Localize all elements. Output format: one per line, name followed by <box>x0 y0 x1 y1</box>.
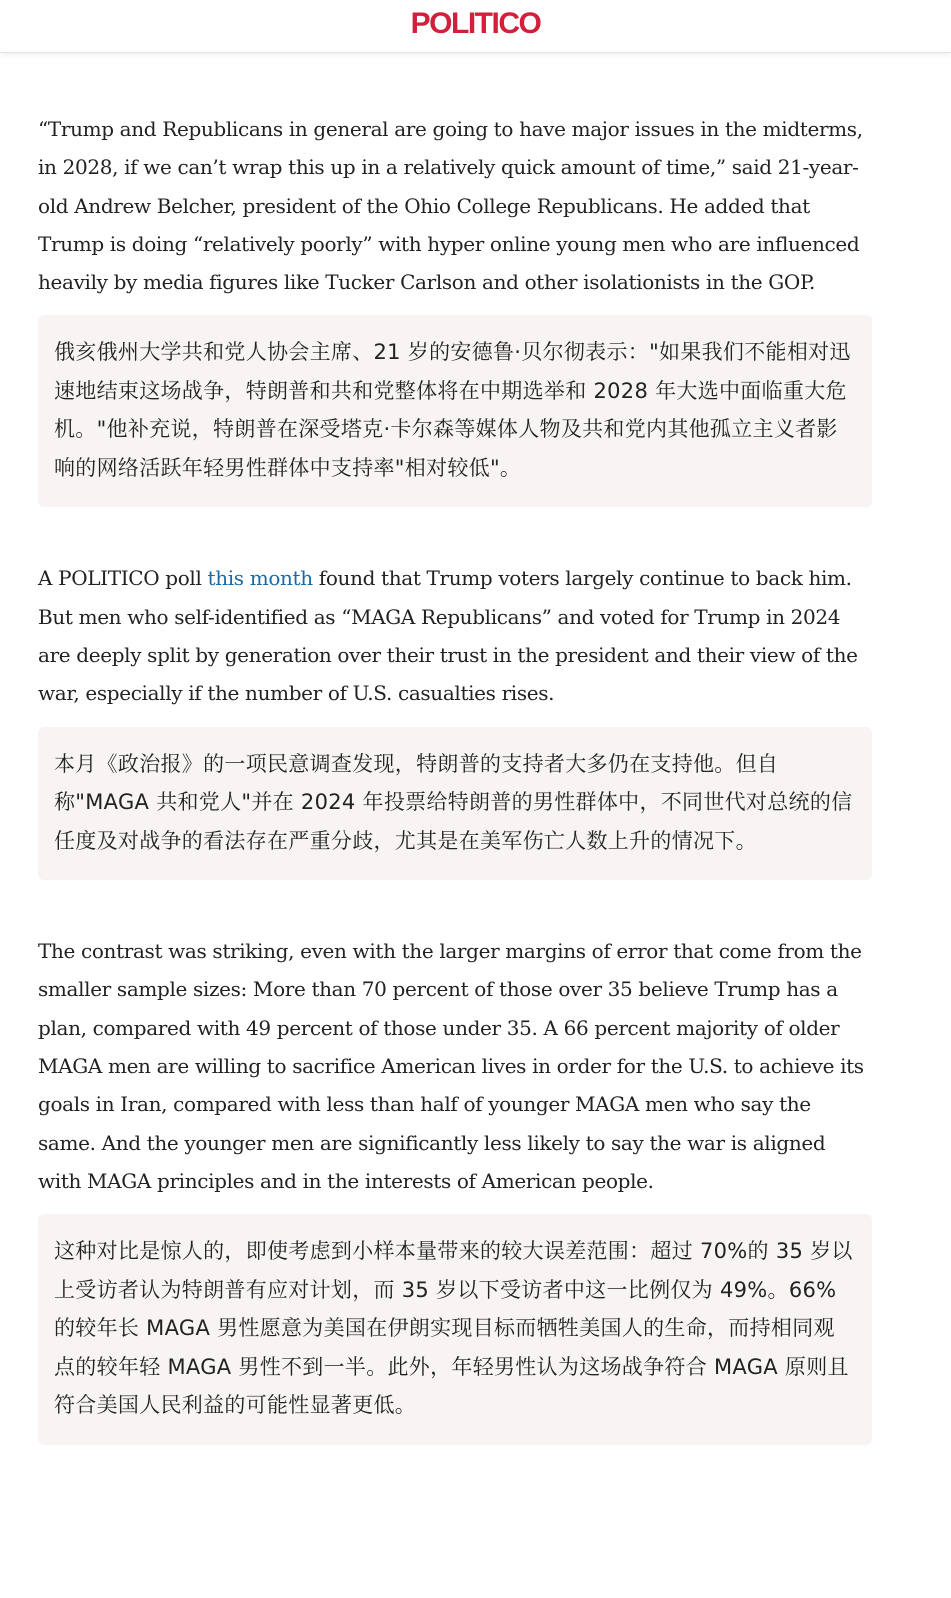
translation-block-2: 本月《政治报》的一项民意调查发现，特朗普的支持者大多仍在支持他。但自称"MAGA 共和党人"并在 2024 年投票给特朗普的男性群体中，不同世代对总统的信任度及对战争的看法存在严重分歧，尤其是在美军伤亡人数上升的情况下。 <box>38 727 872 881</box>
politico-logo[interactable]: POLITICO <box>410 7 541 40</box>
top-header <box>0 0 951 53</box>
article-body <box>38 110 872 1445</box>
this-month-link[interactable]: this month <box>207 566 313 591</box>
article-paragraph-2 <box>38 559 872 712</box>
paragraph-2-lead: A POLITICO poll <box>38 566 208 591</box>
article-paragraph-3: The contrast was striking, even with the larger margins of error that come from the smaller sample sizes: More than 70 percent of those over 35 believe Trump has a plan, compared with 49 percent of those under 35. A 66 percent majority of older MAGA men are willing to sacrifice American lives in order for the U.S. to achieve its goals in Iran, compared with less than half of younger MAGA men who say the same. And the younger men are significantly less likely to say the war is aligned with MAGA principles and in the interests of American people. <box>38 939 864 1193</box>
article-paragraph-1: “Trump and Republicans in general are going to have major issues in the midterms, in 2028, if we can’t wrap this up in a relatively quick amount of time,” said 21-year-old Andrew Belcher, president of the Ohio College Republicans. He added that Trump is doing “relatively poorly” with hyper online young men who are influenced heavily by media figures like Tucker Carlson and other isolationists in the GOP. <box>38 117 863 295</box>
translation-block-1: 俄亥俄州大学共和党人协会主席、21 岁的安德鲁·贝尔彻表示："如果我们不能相对迅速地结束这场战争，特朗普和共和党整体将在中期选举和 2028 年大选中面临重大危机。"他补充说，特朗普在深受塔克·卡尔森等媒体人物及共和党内其他孤立主义者影响的网络活跃年轻男性群体中支持率"相对较低"。 <box>38 315 872 507</box>
spacer <box>38 880 872 932</box>
spacer <box>38 507 872 559</box>
translation-block-3: 这种对比是惊人的，即使考虑到小样本量带来的较大误差范围：超过 70%的 35 岁以上受访者认为特朗普有应对计划，而 35 岁以下受访者中这一比例仅为 49%。66%的较年长 MAGA 男性愿意为美国在伊朗实现目标而牺牲美国人的生命，而持相同观点的较年轻 MAGA 男性不到一半。此外，年轻男性认为这场战争符合 MAGA 原则且符合美国人民利益的可能性显著更低。 <box>38 1214 872 1445</box>
paragraph-2-rest: found that Trump voters largely continue to back him. But men who self-identified as “MAGA Republicans” and voted for Trump in 2024 are deeply split by generation over their trust in the president and their view of the war, especially if the number of U.S. casualties rises. <box>38 566 858 706</box>
